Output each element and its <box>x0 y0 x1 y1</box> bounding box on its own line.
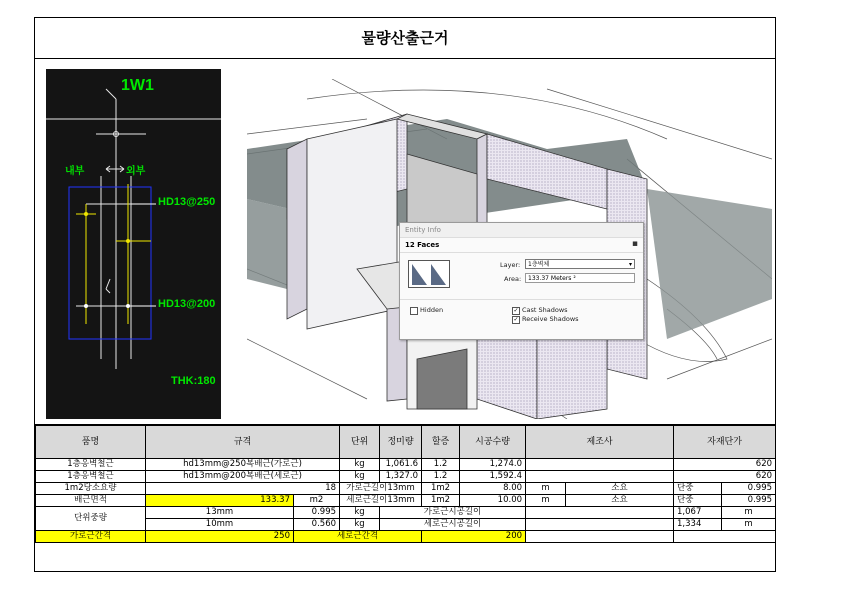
outer-label: 외부 <box>126 166 146 177</box>
unit-weight-dia: 13mm <box>146 507 294 519</box>
unit-weight-value: 0.560 <box>294 519 340 531</box>
layer-select[interactable] <box>525 259 635 269</box>
header-spec: 규격 <box>146 426 340 459</box>
unit-weight-len-unit: m <box>722 507 776 519</box>
unit-weight-desc: 세로근시공길이 <box>380 519 526 531</box>
area-unit2: 1m2 <box>422 495 460 507</box>
area-value: 133.37 <box>146 495 294 507</box>
row-maker <box>526 471 674 483</box>
layer-select-value: 1층벽체 <box>528 261 550 268</box>
cad-section-drawing <box>46 69 221 419</box>
unit-weight-blank <box>526 507 674 519</box>
spacing-blank <box>526 531 674 543</box>
hidden-checkbox[interactable] <box>410 307 418 315</box>
area-word: 소요 <box>566 495 674 507</box>
row-net: 1,327.0 <box>380 471 422 483</box>
unit-weight-desc: 가로근시공길이 <box>380 507 526 519</box>
h-spacing-value: 250 <box>146 531 294 543</box>
unit-weight-unit: kg <box>340 507 380 519</box>
face-icon <box>408 260 450 288</box>
area-amount: 10.00 <box>460 495 526 507</box>
area-label: 배근면적 <box>36 495 146 507</box>
spacing-blank <box>674 531 776 543</box>
entity-selection-label: 12 Faces <box>400 238 643 253</box>
area-label: Area: <box>504 275 522 283</box>
header-qty: 시공수량 <box>460 426 526 459</box>
row-qty: 1,592.4 <box>460 471 526 483</box>
unit-weight-dia: 10mm <box>146 519 294 531</box>
per-m2-weight: 0.995 <box>722 483 776 495</box>
unit-weight-row-1 <box>36 507 776 519</box>
per-m2-len-unit: m <box>526 483 566 495</box>
v-spacing-label: 세로근간격 <box>294 531 422 543</box>
per-m2-weight-label: 단중 <box>674 483 722 495</box>
h-spacing-label: 가로근간격 <box>36 531 146 543</box>
table-header-row <box>36 426 776 459</box>
row-qty: 1,274.0 <box>460 459 526 471</box>
header-unit: 단위 <box>340 426 380 459</box>
per-m2-row <box>36 483 776 495</box>
table-row <box>36 471 776 483</box>
page-title: 물량산출근거 <box>35 18 775 59</box>
per-m2-unit: 1m2 <box>422 483 460 495</box>
row-price: 620 <box>674 471 776 483</box>
header-surcharge: 할증 <box>422 426 460 459</box>
header-maker: 제조사 <box>526 426 674 459</box>
unit-weight-length: 1,067 <box>674 507 722 519</box>
table-row <box>36 459 776 471</box>
row-unit: kg <box>340 459 380 471</box>
unit-weight-len-unit: m <box>722 519 776 531</box>
header-net: 정미량 <box>380 426 422 459</box>
area-row <box>36 495 776 507</box>
per-m2-value: 18 <box>146 483 340 495</box>
figure-area <box>35 59 775 425</box>
per-m2-desc: 가로근길이13mm <box>340 483 422 495</box>
row-name: 1층옹벽철근 <box>36 459 146 471</box>
chevron-down-icon: ▾ <box>628 261 632 268</box>
v-spacing-value: 200 <box>422 531 526 543</box>
quantity-table <box>35 425 776 543</box>
header-name: 품명 <box>36 426 146 459</box>
row-surcharge: 1.2 <box>422 459 460 471</box>
pin-icon[interactable]: ▪ <box>631 239 638 249</box>
row-surcharge: 1.2 <box>422 471 460 483</box>
area-weight-label: 단중 <box>674 495 722 507</box>
receive-shadows-label: Receive Shadows <box>522 315 579 323</box>
hidden-label: Hidden <box>420 306 444 314</box>
unit-weight-row-2 <box>36 519 776 531</box>
spacing-row <box>36 531 776 543</box>
unit-weight-unit: kg <box>340 519 380 531</box>
inner-label: 내부 <box>65 166 85 177</box>
area-weight: 0.995 <box>722 495 776 507</box>
entity-info-panel <box>399 222 644 340</box>
per-m2-amount: 8.00 <box>460 483 526 495</box>
area-desc: 세로근길이13mm <box>340 495 422 507</box>
row-name: 1층옹벽철근 <box>36 471 146 483</box>
calculation-sheet <box>34 17 776 572</box>
rebar-top-label: HD13@250 <box>158 196 216 208</box>
per-m2-label: 1m2당소요량 <box>36 483 146 495</box>
per-m2-word: 소요 <box>566 483 674 495</box>
row-net: 1,061.6 <box>380 459 422 471</box>
row-spec: hd13mm@250복배근(가로근) <box>146 459 340 471</box>
row-maker <box>526 459 674 471</box>
wall-id-label: 1W1 <box>121 77 154 94</box>
thickness-label: THK:180 <box>171 375 216 387</box>
area-len-unit: m <box>526 495 566 507</box>
unit-weight-length: 1,334 <box>674 519 722 531</box>
area-field[interactable] <box>525 273 635 283</box>
rebar-bottom-label: HD13@200 <box>158 298 216 310</box>
row-spec: hd13mm@200복배근(세로근) <box>146 471 340 483</box>
receive-shadows-checkbox[interactable]: ✓ <box>513 316 519 323</box>
area-value: 133.37 Meters ² <box>528 275 576 282</box>
cast-shadows-checkbox[interactable]: ✓ <box>513 307 519 314</box>
header-price: 자재단가 <box>674 426 776 459</box>
cast-shadows-label: Cast Shadows <box>522 306 568 314</box>
row-unit: kg <box>340 471 380 483</box>
unit-weight-blank <box>526 519 674 531</box>
layer-label: Layer: <box>500 261 521 269</box>
unit-weight-value: 0.995 <box>294 507 340 519</box>
row-price: 620 <box>674 459 776 471</box>
entity-info-title: Entity Info <box>400 223 643 238</box>
area-unit: m2 <box>294 495 340 507</box>
unit-weight-label: 단위중량 <box>36 507 146 531</box>
